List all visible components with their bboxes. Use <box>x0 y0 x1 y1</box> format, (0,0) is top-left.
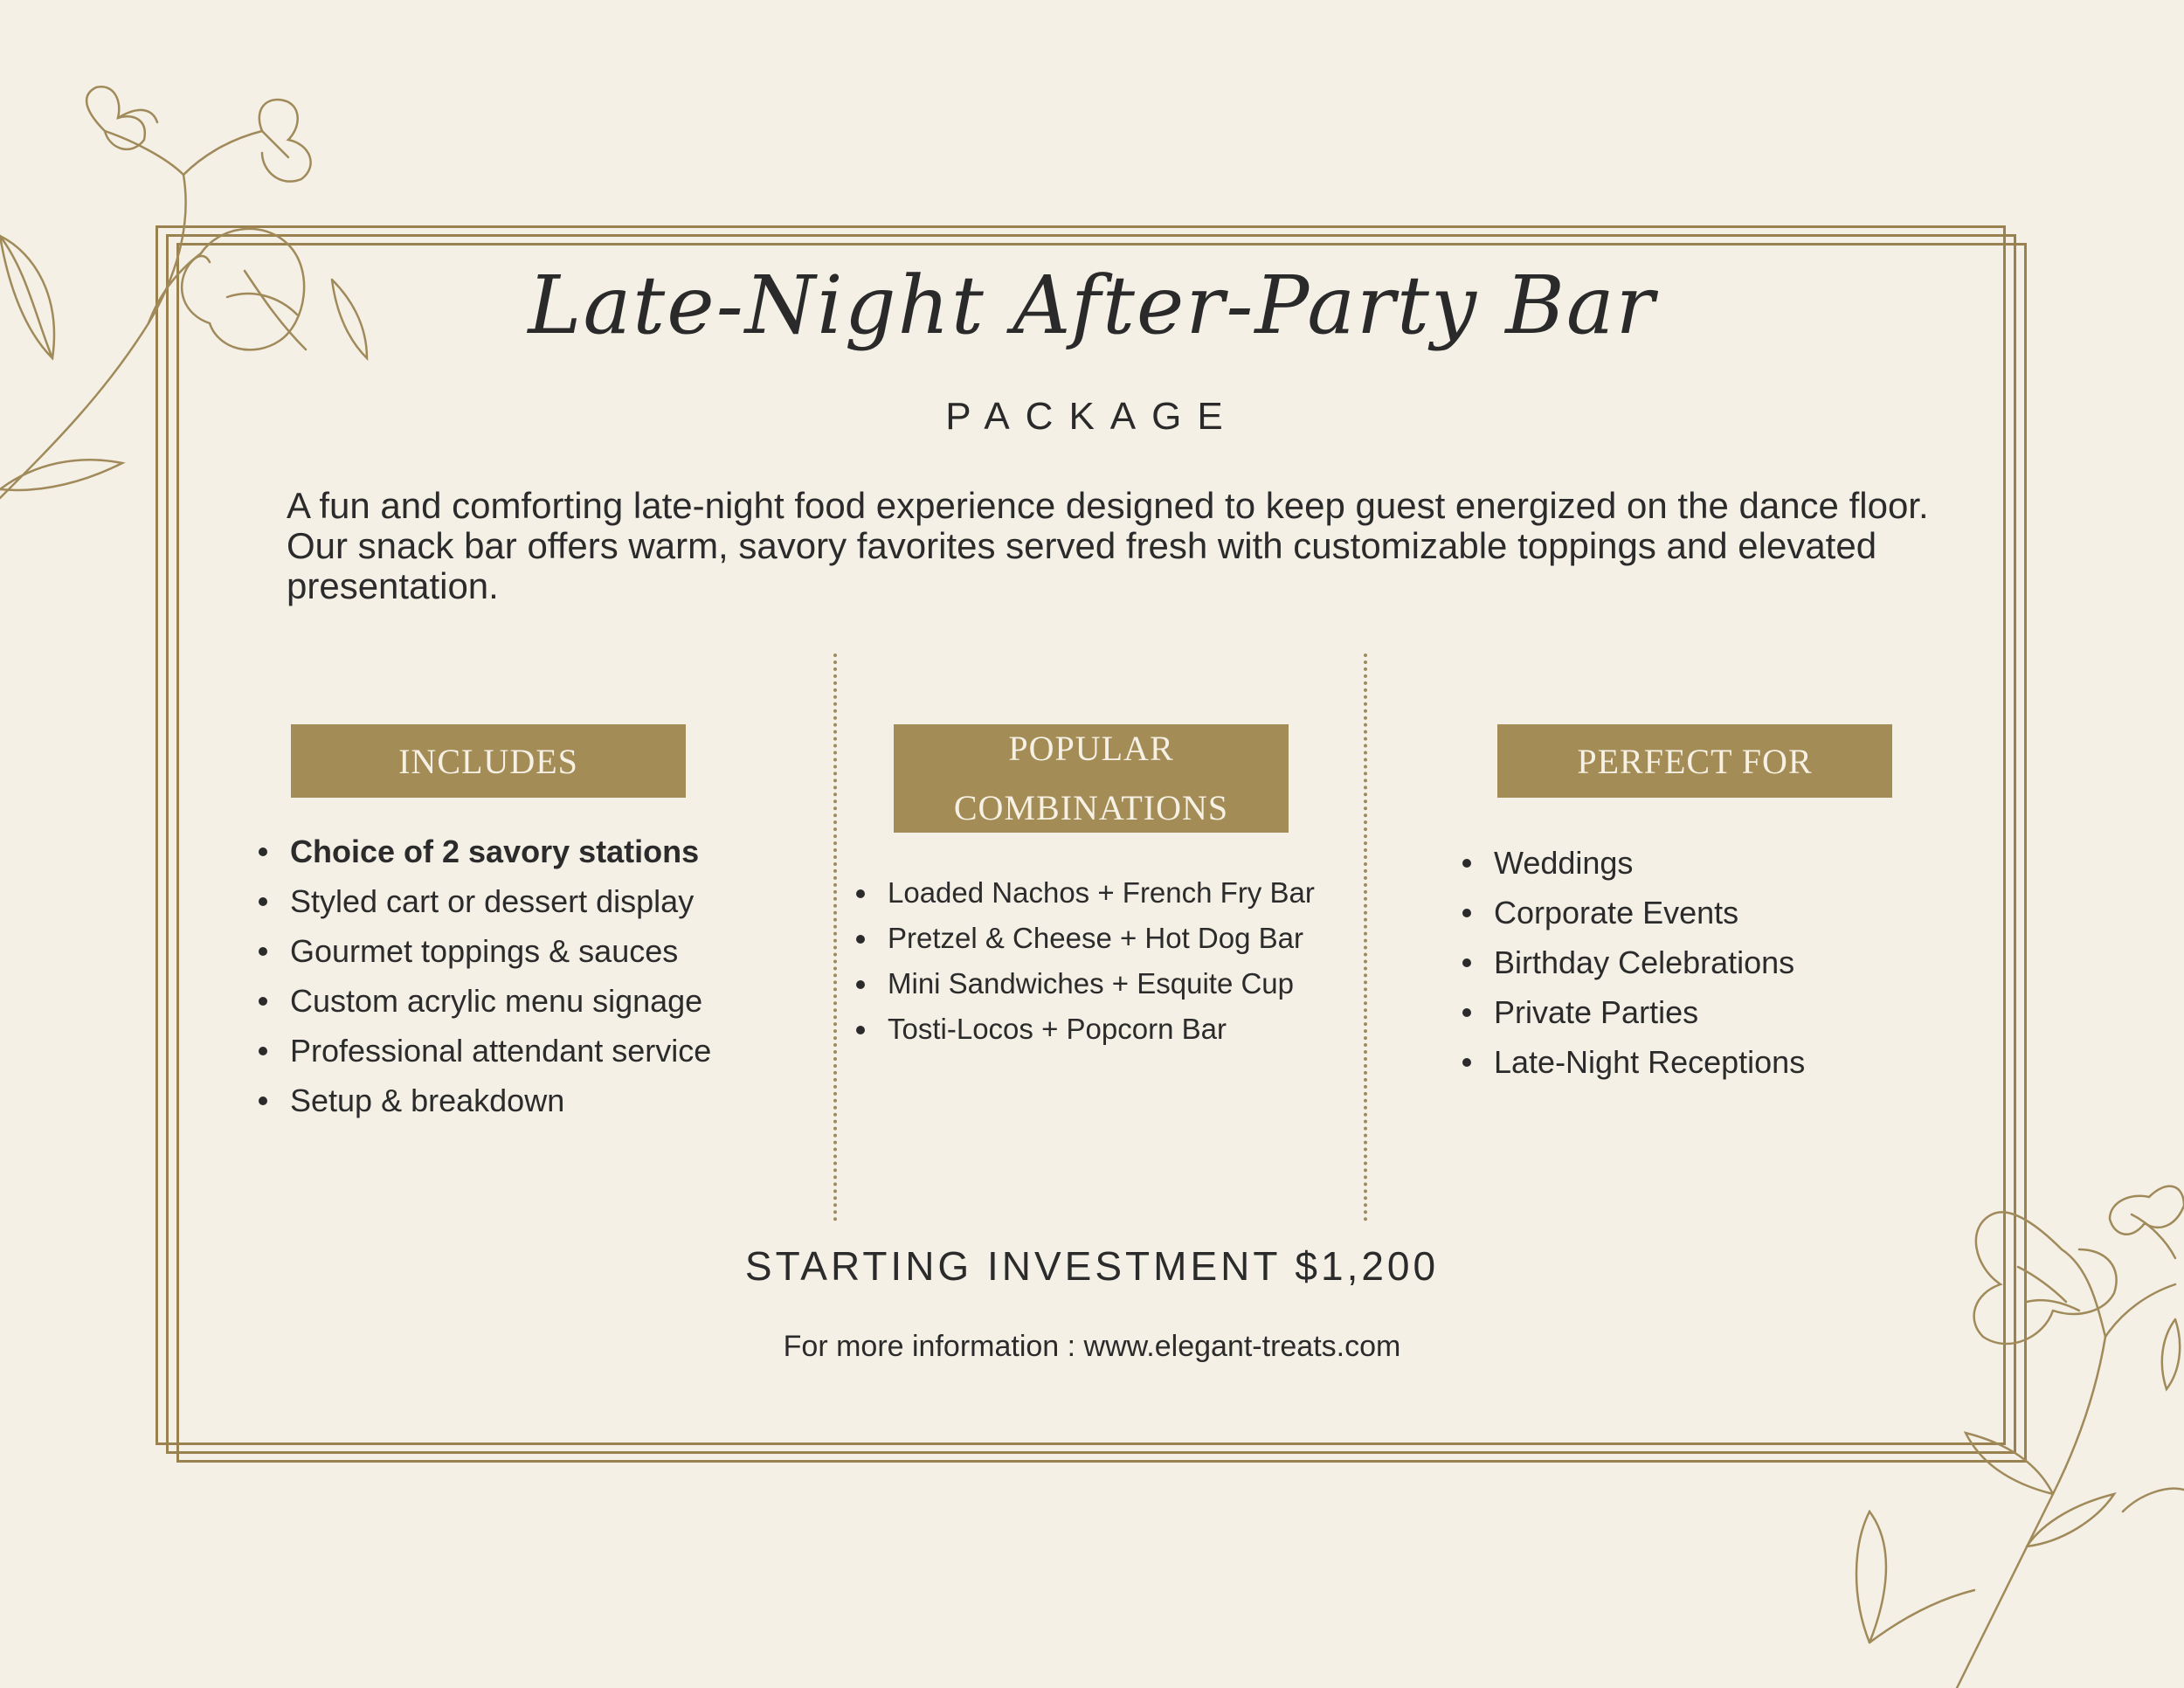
column-divider <box>1364 654 1367 1221</box>
page-title: Late-Night After-Party Bar <box>528 259 1656 352</box>
list-item: Mini Sandwiches + Esquite Cup <box>851 961 1340 1007</box>
popular-label-line-2: COMBINATIONS <box>953 788 1229 827</box>
popular-label-line-1: POPULAR <box>1008 729 1174 768</box>
floral-illustration-bottom-right <box>1765 1145 2184 1688</box>
list-item: Birthday Celebrations <box>1457 937 1946 987</box>
list-item: Professional attendant service <box>253 1026 830 1076</box>
more-info-text: For more information : www.elegant-treats.com <box>783 1330 1401 1363</box>
intro-paragraph: A fun and comforting late-night food experience designed to keep guest energized on the dance floor. Our snack bar offers warm, savory favorites served fresh with customizable toppings and elevated presentation. <box>287 485 1929 606</box>
popular-combinations-list <box>851 870 1340 1052</box>
list-item: Custom acrylic menu signage <box>253 976 830 1026</box>
list-item: Weddings <box>1457 838 1946 888</box>
list-item: Private Parties <box>1457 987 1946 1037</box>
list-item: Pretzel & Cheese + Hot Dog Bar <box>851 916 1340 961</box>
list-item: Setup & breakdown <box>253 1076 830 1125</box>
starting-investment: STARTING INVESTMENT $1,200 <box>744 1243 1440 1289</box>
list-item: Choice of 2 savory stations <box>253 827 830 876</box>
perfect-for-label: PERFECT FOR <box>1497 724 1892 798</box>
includes-label: INCLUDES <box>291 724 686 798</box>
list-item: Loaded Nachos + French Fry Bar <box>851 870 1340 916</box>
list-item: Gourmet toppings & sauces <box>253 926 830 976</box>
popular-combinations-label <box>894 724 1289 833</box>
list-item: Styled cart or dessert display <box>253 876 830 926</box>
list-item: Corporate Events <box>1457 888 1946 937</box>
list-item: Late-Night Receptions <box>1457 1037 1946 1087</box>
page-subtitle: PACKAGE <box>945 395 1239 438</box>
list-item: Tosti-Locos + Popcorn Bar <box>851 1007 1340 1052</box>
perfect-for-list <box>1457 838 1946 1087</box>
includes-list <box>253 827 830 1125</box>
column-divider <box>833 654 837 1221</box>
